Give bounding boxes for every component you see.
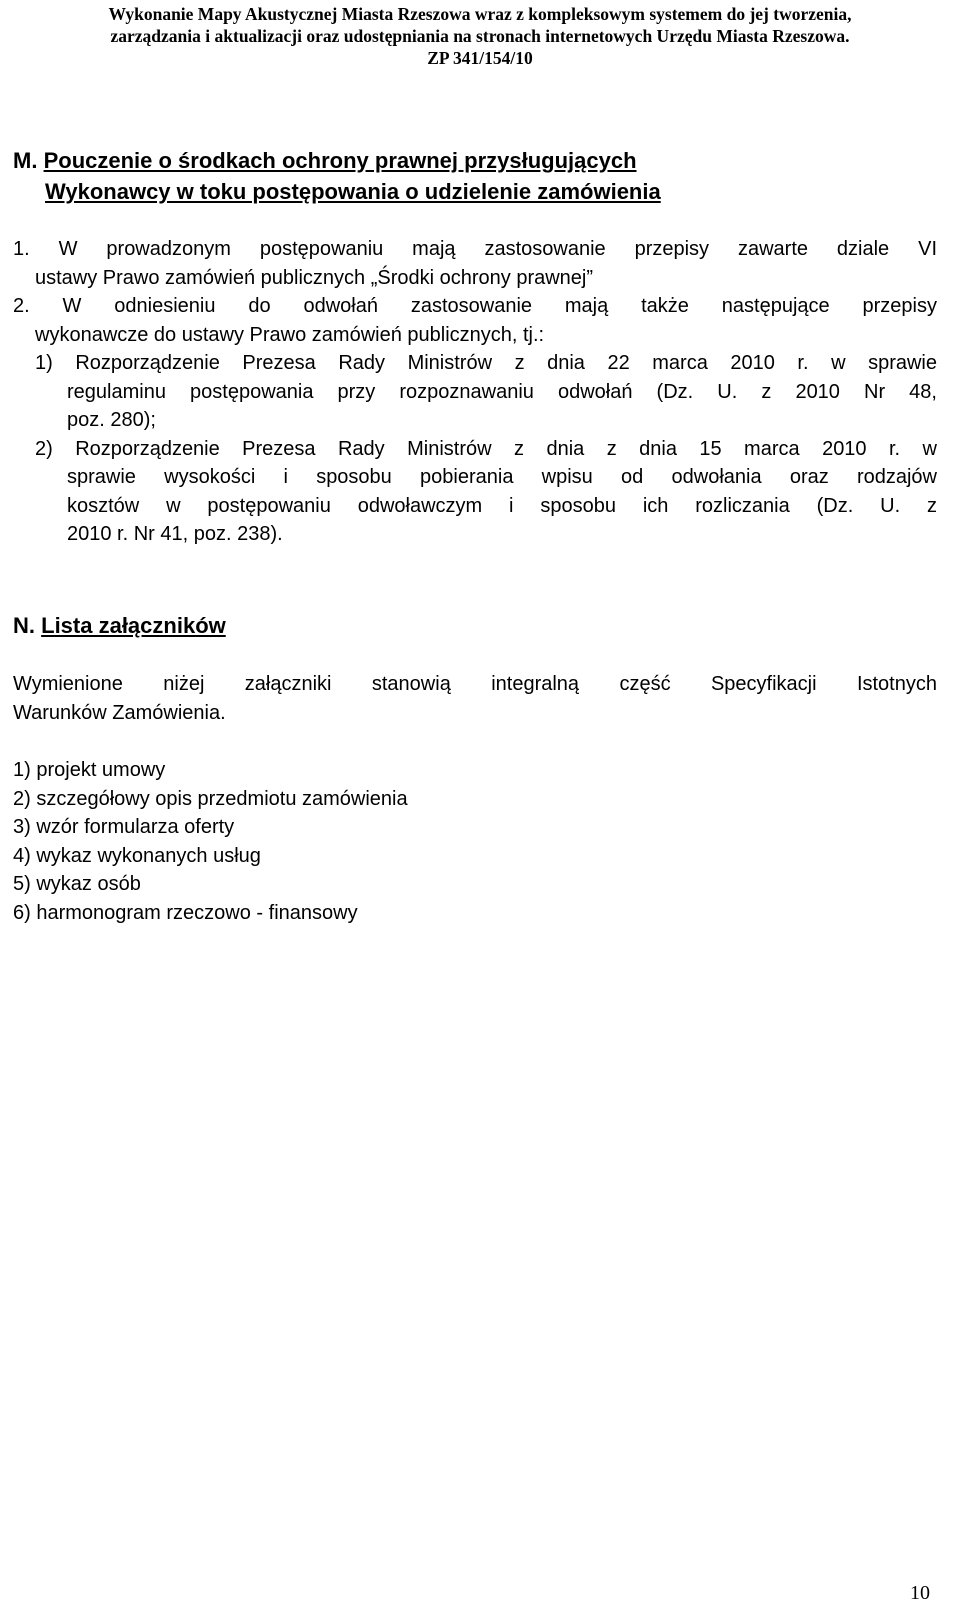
running-header — [0, 3, 960, 69]
header-reference: ZP 341/154/10 — [427, 48, 533, 68]
section-m-letter: M. — [13, 148, 38, 173]
intro-line-2: Warunków Zamówienia. — [13, 701, 226, 724]
list-item: 6) harmonogram rzeczowo - finansowy — [13, 901, 358, 924]
list-item: 2) szczegółowy opis przedmiotu zamówienia — [13, 787, 408, 810]
paragraph-1-line-1: 1. W prowadzonym postępowaniu mają zastosowanie przepisy zawarte dziale VI — [13, 238, 937, 260]
regulation-1-line-1: 1) Rozporządzenie Prezesa Rady Ministrów z dnia 22 marca 2010 r. w sprawie — [35, 352, 937, 374]
section-m-heading — [13, 145, 813, 207]
section-m-body — [13, 235, 937, 549]
section-m-title-line-1: Pouczenie o środkach ochrony prawnej przysługujących — [43, 148, 637, 173]
regulation-2-line-4: 2010 r. Nr 41, poz. 238). — [67, 523, 283, 545]
paragraph-2-line-1: 2. W odniesieniu do odwołań zastosowanie mają także następujące przepisy — [13, 295, 937, 317]
section-n-intro — [13, 670, 937, 727]
section-n-letter: N. — [13, 613, 35, 638]
list-item: 4) wykaz wykonanych usług — [13, 844, 261, 867]
paragraph-1-line-2: ustawy Prawo zamówień publicznych „Środki ochrony prawnej” — [35, 266, 594, 289]
regulation-2-line-2: sprawie wysokości i sposobu pobierania wpisu od odwołania oraz rodzajów — [67, 466, 937, 488]
attachments-list — [13, 756, 937, 927]
page-number: 10 — [910, 1582, 930, 1604]
list-item: 5) wykaz osób — [13, 873, 141, 895]
section-n-title: Lista załączników — [41, 613, 226, 638]
regulation-1-line-2: regulaminu postępowania przy rozpoznawaniu odwołań (Dz. U. z 2010 Nr 48, — [67, 380, 937, 403]
section-n-heading — [13, 610, 813, 641]
intro-line-1: Wymienione niżej załączniki stanowią integralną część Specyfikacji Istotnych — [13, 673, 937, 695]
regulation-1-line-3: poz. 280); — [67, 409, 156, 431]
regulation-2-line-3: kosztów w postępowaniu odwoławczym i sposobu ich rozliczania (Dz. U. z — [67, 494, 937, 517]
paragraph-2-line-2: wykonawcze do ustawy Prawo zamówień publicznych, tj.: — [35, 323, 545, 346]
regulation-2-line-1: 2) Rozporządzenie Prezesa Rady Ministrów z dnia z dnia 15 marca 2010 r. w — [35, 437, 937, 460]
header-line-2: zarządzania i aktualizacji oraz udostępniania na stronach internetowych Urzędu Miasta Rzeszowa. — [110, 26, 850, 46]
list-item: 3) wzór formularza oferty — [13, 816, 235, 838]
section-m-title-line-2: Wykonawcy w toku postępowania o udzielenie zamówienia — [45, 179, 661, 204]
header-line-1: Wykonanie Mapy Akustycznej Miasta Rzeszowa wraz z kompleksowym systemem do jej tworzenia, — [108, 4, 852, 24]
list-item: 1) projekt umowy — [13, 759, 166, 781]
